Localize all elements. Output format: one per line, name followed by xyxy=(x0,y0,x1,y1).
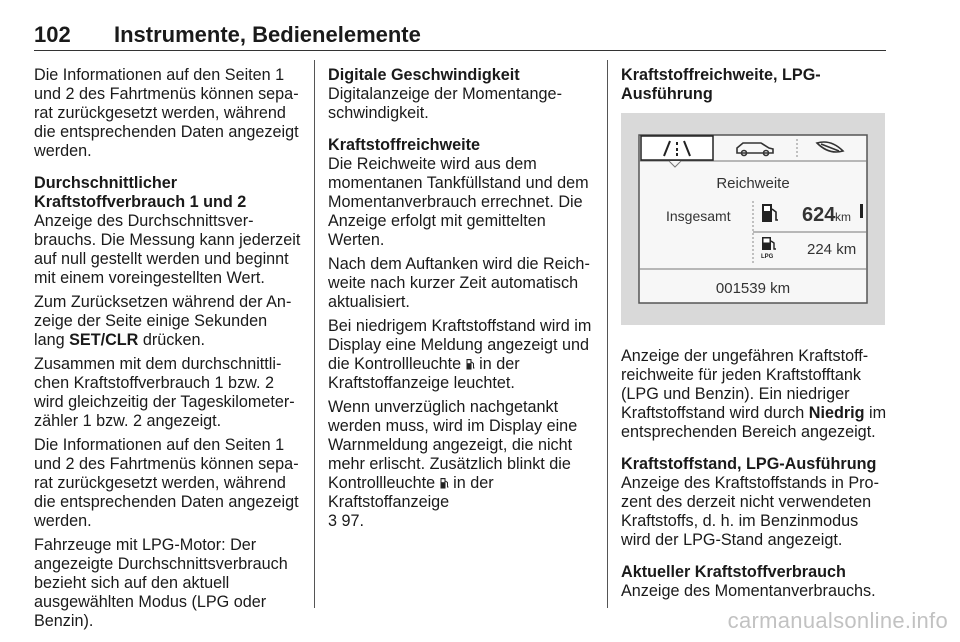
heading-line: Kraftstoffreichweite, LPG- xyxy=(621,66,821,84)
fuel-level-marker xyxy=(860,204,863,218)
page-reference-arrow: 3 xyxy=(328,512,338,530)
low-indicator-label: Niedrig xyxy=(808,404,865,422)
paragraph xyxy=(34,293,302,350)
text: in der Kraftstoffanzeige leuchtet. xyxy=(328,355,520,392)
paragraph: Die Reichweite wird aus dem momentanen Tankfüllstand und dem Momentanverbrauch errechnet. Die Anzeige erfolgt mit gemittelten Werten. xyxy=(328,155,589,249)
section-heading: Digitale Geschwindigkeit xyxy=(328,66,520,84)
text: Zum Zurücksetzen während der Anzeige der Seite einige Sekunden lang xyxy=(34,293,292,349)
lpg-range-value: 224 km xyxy=(807,241,857,258)
text: Bei niedrigem Kraftstoffstand wird im Display eine Meldung angezeigt und die Kontrollleuchte xyxy=(328,317,592,373)
page-header xyxy=(34,22,886,51)
section-heading xyxy=(621,66,887,104)
column-2 xyxy=(328,66,592,536)
section-heading xyxy=(34,174,302,212)
heading-line: Ausführung xyxy=(621,85,713,103)
text: drücken. xyxy=(138,331,205,349)
odometer-value: 001539 km xyxy=(715,280,791,297)
column-1 xyxy=(34,66,302,636)
column-3 xyxy=(621,66,887,606)
display-total-label: Insgesamt xyxy=(666,208,731,224)
text: in der Kraftstoffanzeige xyxy=(328,474,494,511)
display-title: Reichweite xyxy=(716,175,790,192)
paragraph: Anzeige des Durchschnittsverbrauchs. Die Messung kann jederzeit auf null gestellt werden und beginnt mit einem voreingestellten Wert. xyxy=(34,212,301,287)
paragraph: Nach dem Auftanken wird die Reichweite nach kurzer Zeit automatisch aktualisiert. xyxy=(328,255,590,311)
fuel-pump-icon xyxy=(466,358,475,370)
text: Anzeige der ungefähren Kraftstoffreichweite für jeden Kraftstofftank (LPG und Benzin). Ein niedriger Kraftstoffstand wird durch xyxy=(621,347,869,422)
page-title: Instrumente, Bedienelemente xyxy=(114,22,421,47)
petrol-range-unit: km xyxy=(835,210,851,224)
section-heading: Aktueller Kraftstoffverbrauch xyxy=(621,563,846,581)
text: im entsprechenden Bereich angezeigt. xyxy=(621,404,887,441)
paragraph: Digitalanzeige der Momentangeschwindigkeit. xyxy=(328,85,562,122)
watermark: carmanualsonline.info xyxy=(727,608,948,633)
paragraph xyxy=(328,398,592,531)
page-reference: 97. xyxy=(337,512,365,530)
paragraph: Anzeige des Kraftstoffstands in Prozent des derzeit nicht verwendeten Kraftstoffs, d. h. im Benzinmodus wird der LPG-Stand angezeigt. xyxy=(621,474,879,549)
lpg-label: LPG xyxy=(761,254,774,260)
fuel-pump-icon xyxy=(440,477,449,489)
text: Wenn unverzüglich nachgetankt werden muss, wird im Display eine Warnmeldung angezeigt, die nicht mehr erlischt. Zusätzlich blinkt die Kontrollleuchte xyxy=(328,398,578,492)
paragraph: Zusammen mit dem durchschnittlichen Kraftstoffverbrauch 1 bzw. 2 wird gleichzeitig der Tageskilometerzähler 1 bzw. 2 angezeigt. xyxy=(34,355,295,430)
paragraph: Die Informationen auf den Seiten 1 und 2 des Fahrtmenüs können separat zurückgesetzt werden, während die entsprechenden Daten angezeigt werden. xyxy=(34,436,299,530)
column-divider xyxy=(314,60,315,608)
paragraph: Die Informationen auf den Seiten 1 und 2 des Fahrtmenüs können separat zurückgesetzt werden, während die entsprechenden Daten angezeigt werden. xyxy=(34,66,299,160)
petrol-range-value: 624 xyxy=(802,204,836,226)
heading-line: Kraftstoffverbrauch 1 und 2 xyxy=(34,193,247,211)
section-heading: Kraftstoffstand, LPG-Ausführung xyxy=(621,455,877,473)
page-number: 102 xyxy=(34,22,71,47)
paragraph xyxy=(621,347,887,442)
range-display-illustration xyxy=(621,113,885,325)
paragraph: Anzeige des Momentanverbrauchs. xyxy=(621,582,876,600)
paragraph xyxy=(328,317,592,393)
section-heading: Kraftstoffreichweite xyxy=(328,136,481,154)
column-divider xyxy=(607,60,608,608)
set-clr-button-label: SET/CLR xyxy=(69,331,139,349)
heading-line: Durchschnittlicher xyxy=(34,174,178,192)
paragraph: Fahrzeuge mit LPG-Motor: Der angezeigte Durchschnittsverbrauch bezieht sich auf den aktuell ausgewählten Modus (LPG oder Benzin). xyxy=(34,536,288,630)
